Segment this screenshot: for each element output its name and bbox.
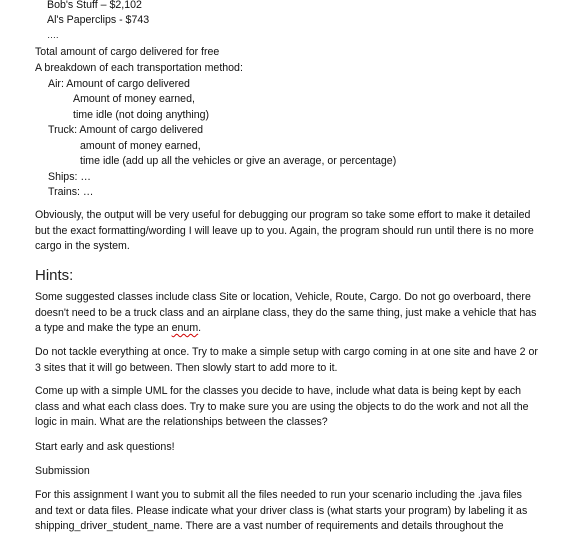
truck-money-line: amount of money earned, [80, 140, 201, 152]
hints-heading: Hints: [35, 267, 74, 284]
trains-line: Trains: … [48, 186, 94, 198]
submission-heading: Submission [35, 465, 90, 477]
hint-setup-paragraph: Do not tackle everything at once. Try to make a simple setup with cargo coming in at one site and have 2 or 3 sites that it will go between. Then slowly start to add more to it. [35, 346, 538, 374]
truck-idle-line: time idle (add up all the vehicles or give an average, or percentage) [80, 155, 397, 167]
earnings-example-2: Al's Paperclips - $743 [47, 14, 150, 26]
submission-paragraph: For this assignment I want you to submit all the files needed to run your scenario including the .java files and text or data files. Please indicate what your driver class is (what starts your program) by labeling it as shipping_driver_student_name. There are a vast number of requirements and details throughout the [35, 489, 528, 532]
hint-classes-text: Some suggested classes include class Site or location, Vehicle, Route, Cargo. Do not go overboard, there doesn't need to be a truck class and an airplane class, they do the same thing, just make a vehicle that has a type and make the type an [35, 291, 537, 334]
earnings-example-1: Bob's Stuff – $2,102 [47, 0, 142, 11]
hint-classes-paragraph [35, 290, 540, 337]
start-early-line: Start early and ask questions! [35, 441, 175, 453]
ships-line: Ships: … [48, 171, 91, 183]
hint-classes-end: . [198, 322, 202, 334]
total-free-line: Total amount of cargo delivered for free [35, 46, 220, 58]
air-money-line: Amount of money earned, [73, 93, 195, 105]
truck-cargo-line: Truck: Amount of cargo delivered [48, 124, 204, 136]
breakdown-line: A breakdown of each transportation method: [35, 62, 243, 74]
enum-word: enum [171, 322, 199, 334]
output-paragraph: Obviously, the output will be very useful for debugging our program so take some effort to make it detailed but the exact formatting/wording I will leave up to you. Again, the program should run until there is no more cargo in the system. [35, 209, 534, 252]
earnings-example-ellipsis: …. [47, 30, 59, 40]
air-idle-line: time idle (not doing anything) [73, 109, 210, 121]
air-cargo-line: Air: Amount of cargo delivered [48, 78, 190, 90]
hint-uml-paragraph: Come up with a simple UML for the classes you decide to have, include what data is being kept by each class and what each class does. Try to make sure you are using the objects to do the work and not all the logic in main. What are the relationships between the classes? [35, 385, 529, 428]
